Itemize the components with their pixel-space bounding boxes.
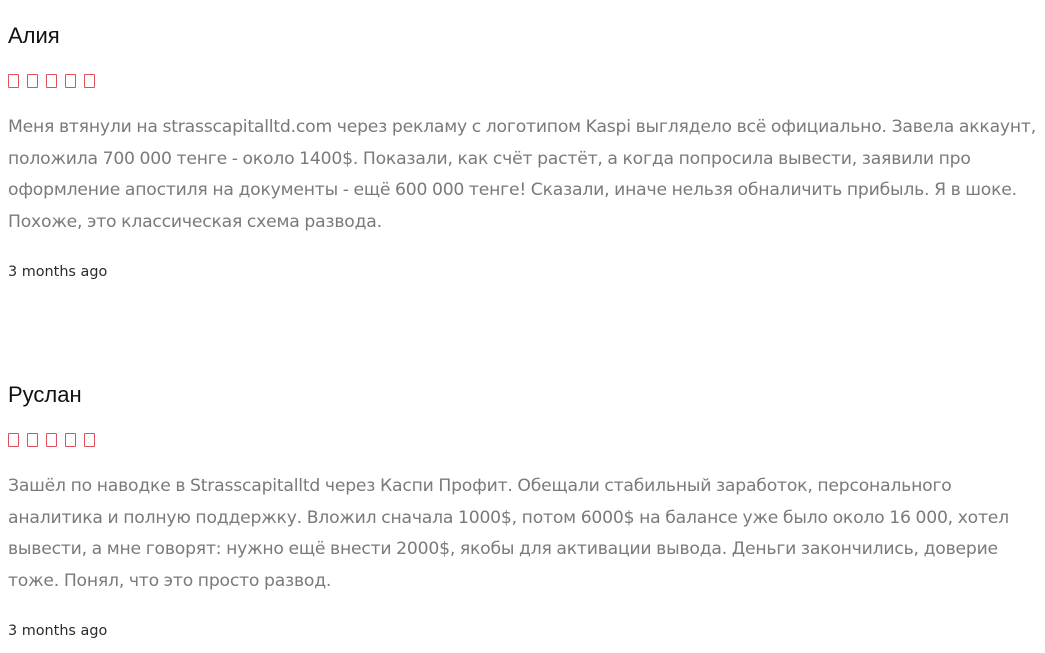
star-icon bbox=[27, 433, 38, 447]
star-icon bbox=[65, 433, 76, 447]
review-author: Руслан bbox=[8, 382, 82, 407]
star-icon bbox=[84, 74, 95, 88]
review-rating bbox=[8, 74, 1038, 94]
review-author: Алия bbox=[8, 23, 60, 48]
star-icon bbox=[8, 433, 19, 447]
star-icon bbox=[46, 74, 57, 88]
review-timestamp: 3 months ago bbox=[8, 264, 108, 281]
star-icon bbox=[84, 433, 95, 447]
star-icon bbox=[46, 433, 57, 447]
review-item bbox=[8, 381, 1038, 640]
review-item bbox=[8, 22, 1038, 281]
review-text: Зашёл по наводке в Strasscapitalltd через Каспи Профит. Обещали стабильный заработок, персонального аналитика и полную поддержку. Вложил сначала 1000$, потом 6000$ на балансе уже было около 16 000, хотел вывести, а мне говорят: нужно ещё внести 2000$, якобы для активации вывода. Деньги закончились, доверие тоже. Понял, что это просто развод. bbox=[8, 476, 1009, 591]
star-icon bbox=[27, 74, 38, 88]
review-timestamp: 3 months ago bbox=[8, 623, 108, 640]
star-icon bbox=[8, 74, 19, 88]
review-rating bbox=[8, 433, 1038, 453]
star-icon bbox=[65, 74, 76, 88]
review-text: Меня втянули на strasscapitalltd.com через рекламу с логотипом Kaspi выглядело всё официально. Завела аккаунт, положила 700 000 тенге - около 1400$. Показали, как счёт растёт, а когда попросила вывести, заявили про оформление апостиля на документы - ещё 600 000 тенге! Сказали, иначе нельзя обналичить прибыль. Я в шоке. Похоже, это классическая схема развода. bbox=[8, 117, 1037, 232]
